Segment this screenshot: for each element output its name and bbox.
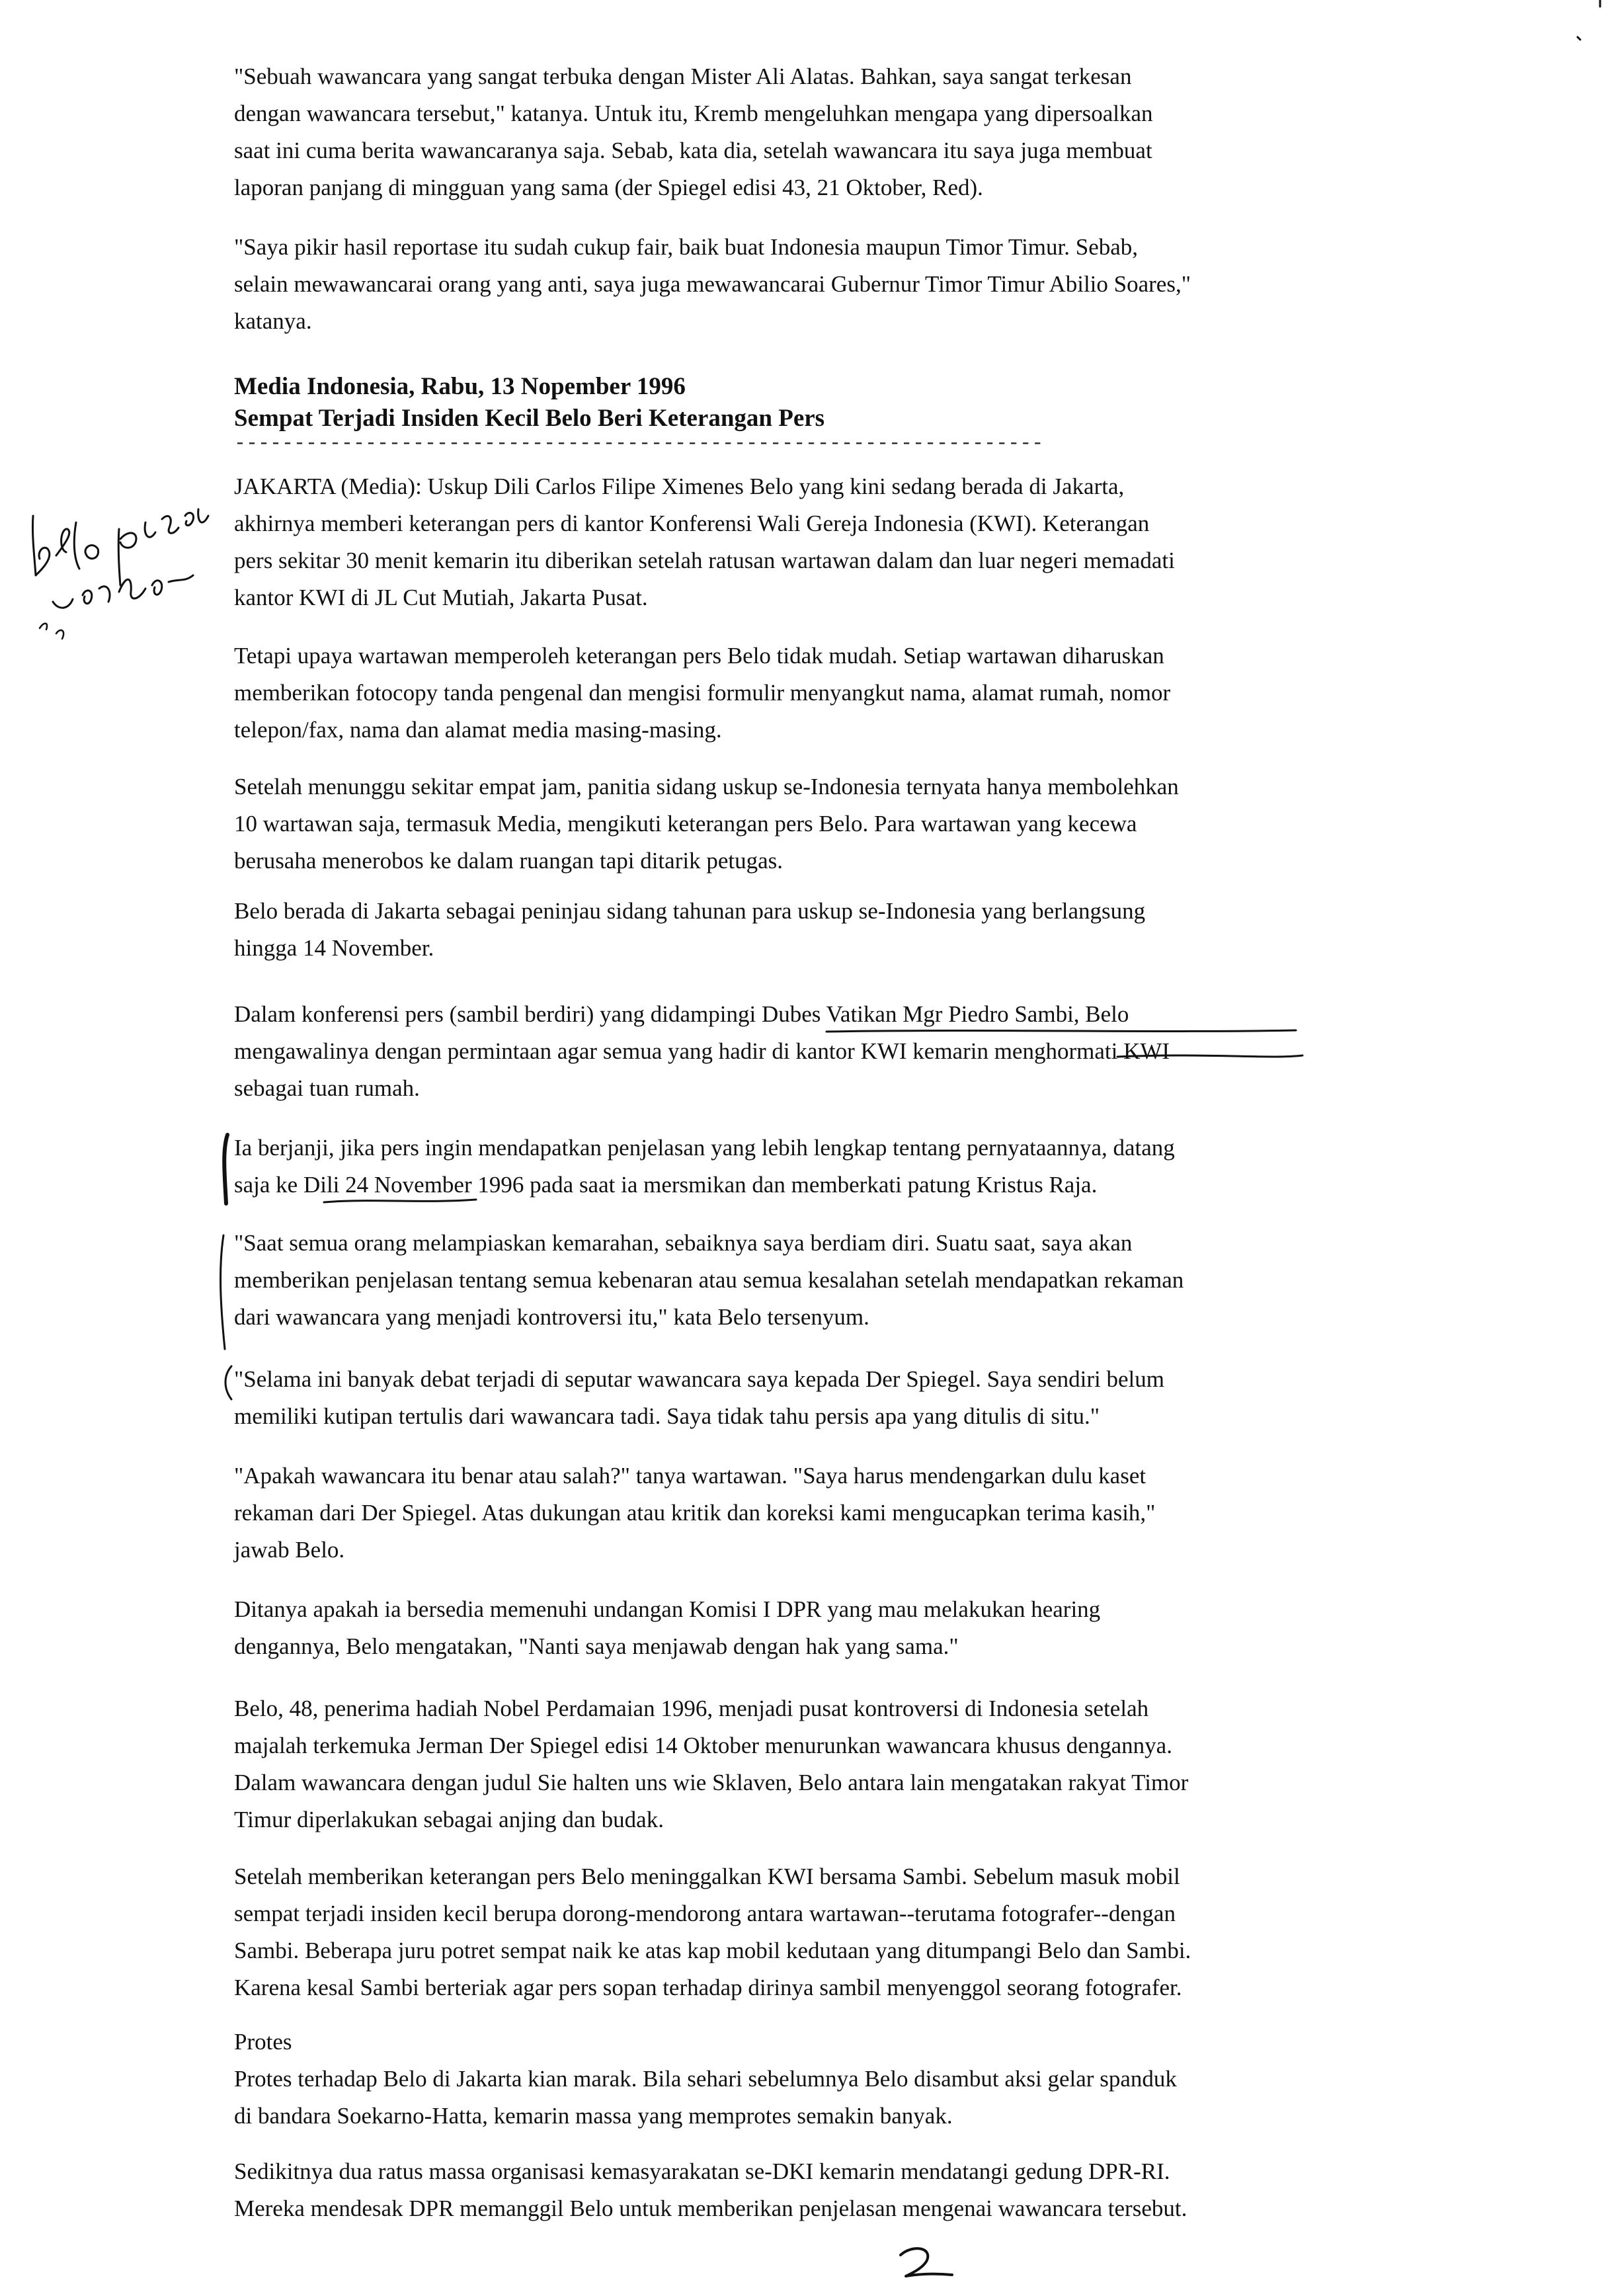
paragraph	[234, 1361, 1398, 1435]
text-line: kantor KWI di JL Cut Mutiah, Jakarta Pusat.	[234, 585, 648, 610]
text-line: mengawalinya dengan permintaan agar semua yang hadir di kantor KWI kemarin menghormati KWI	[234, 1038, 1170, 1064]
text-line: Belo, 48, penerima hadiah Nobel Perdamaian 1996, menjadi pusat kontroversi di Indonesia setelah	[234, 1696, 1149, 1721]
text-line: Dalam konferensi pers (sambil berdiri) yang didampingi Dubes Vatikan Mgr Piedro Sambi, Belo	[234, 1001, 1129, 1027]
text-line: hingga 14 November.	[234, 935, 434, 961]
text-line: "Selama ini banyak debat terjadi di seputar wawancara saya kepada Der Spiegel. Saya sendiri belum	[234, 1366, 1164, 1392]
article-title: Sempat Terjadi Insiden Kecil Belo Beri Keterangan Pers	[234, 405, 825, 432]
handwritten-note	[20, 476, 238, 648]
text-line: Mereka mendesak DPR memanggil Belo untuk memberikan penjelasan mengenai wawancara tersebut.	[234, 2195, 1187, 2221]
text-line: rekaman dari Der Spiegel. Atas dukungan atau kritik dan koreksi kami mengucapkan terima kasih,"	[234, 1500, 1156, 1526]
text-line: Setelah memberikan keterangan pers Belo meninggalkan KWI bersama Sambi. Sebelum masuk mobil	[234, 1864, 1180, 1889]
text-line: Belo berada di Jakarta sebagai peninjau sidang tahunan para uskup se-Indonesia yang berlangsung	[234, 898, 1146, 924]
paragraph	[234, 2153, 1398, 2227]
text-line: pers sekitar 30 menit kemarin itu diberikan setelah ratusan wartawan dalam dan luar negeri memadati	[234, 548, 1175, 573]
paragraph	[234, 996, 1398, 1107]
separator-line: --------------------------------------------------------------------	[234, 432, 1044, 455]
paragraph	[234, 1591, 1398, 1665]
text-line: telepon/fax, nama dan alamat media masing-masing.	[234, 717, 722, 743]
text-line: dari wawancara yang menjadi kontroversi itu," kata Belo tersenyum.	[234, 1304, 869, 1330]
text-line: majalah terkemuka Jerman Der Spiegel edisi 14 Oktober menurunkan wawancara khusus dengannya.	[234, 1733, 1172, 1758]
subheading-protes: Protes	[234, 2029, 292, 2055]
margin-bracket	[225, 1366, 231, 1399]
text-line: memiliki kutipan tertulis dari wawancara tadi. Saya tidak tahu persis apa yang ditulis di situ."	[234, 1403, 1100, 1429]
paragraph	[234, 58, 1398, 206]
text-line: "Sebuah wawancara yang sangat terbuka dengan Mister Ali Alatas. Bahkan, saya sangat terkesan	[234, 63, 1132, 89]
text-line: sempat terjadi insiden kecil berupa dorong-mendorong antara wartawan--terutama fotografer--dengan	[234, 1901, 1176, 1926]
paragraph	[234, 1225, 1398, 1336]
margin-bracket	[221, 1235, 225, 1349]
text-line: Ditanya apakah ia bersedia memenuhi undangan Komisi I DPR yang mau melakukan hearing	[234, 1596, 1101, 1622]
paragraph	[234, 1457, 1398, 1569]
paragraph	[234, 1129, 1398, 1204]
text-line: Karena kesal Sambi berteriak agar pers sopan terhadap dirinya sambil menyenggol seorang fotografer.	[234, 1975, 1182, 2000]
text-line: "Saya pikir hasil reportase itu sudah cukup fair, baik buat Indonesia maupun Timor Timur. Sebab,	[234, 234, 1139, 260]
text-line: dengannya, Belo mengatakan, "Nanti saya menjawab dengan hak yang sama."	[234, 1633, 959, 1659]
text-line: katanya.	[234, 308, 312, 334]
text-line: memberikan fotocopy tanda pengenal dan mengisi formulir menyangkut nama, alamat rumah, nomor	[234, 680, 1171, 706]
text-line: laporan panjang di mingguan yang sama (der Spiegel edisi 43, 21 Oktober, Red).	[234, 175, 983, 200]
text-line: akhirnya memberi keterangan pers di kantor Konferensi Wali Gereja Indonesia (KWI). Keterangan	[234, 511, 1150, 536]
paragraph	[234, 1858, 1398, 2006]
paragraph	[234, 1690, 1398, 1838]
margin-bracket	[224, 1135, 227, 1204]
text-line: "Saat semua orang melampiaskan kemarahan, sebaiknya saya berdiam diri. Suatu saat, saya akan	[234, 1230, 1133, 1256]
text-line: dengan wawancara tersebut," katanya. Untuk itu, Kremb mengeluhkan mengapa yang dipersoalkan	[234, 101, 1153, 126]
text-line: Protes terhadap Belo di Jakarta kian marak. Bila sehari sebelumnya Belo disambut aksi gelar spanduk	[234, 2066, 1177, 2092]
article-source: Media Indonesia, Rabu, 13 Nopember 1996	[234, 373, 686, 400]
paragraph	[234, 893, 1398, 967]
text-line: memberikan penjelasan tentang semua kebenaran atau semua kesalahan setelah mendapatkan rekaman	[234, 1267, 1184, 1293]
handwritten-page-number	[886, 2235, 965, 2288]
text-line: Ia berjanji, jika pers ingin mendapatkan penjelasan yang lebih lengkap tentang pernyataannya, datang	[234, 1135, 1175, 1161]
text-line: di bandara Soekarno-Hatta, kemarin massa yang memprotes semakin banyak.	[234, 2103, 953, 2129]
text-line: saja ke Dili 24 November 1996 pada saat ia mersmikan dan memberkati patung Kristus Raja.	[234, 1172, 1098, 1198]
paragraph	[234, 768, 1398, 880]
text-line: Dalam wawancara dengan judul Sie halten uns wie Sklaven, Belo antara lain mengatakan rakyat Timor	[234, 1770, 1189, 1795]
paragraph	[234, 229, 1398, 340]
text-line: saat ini cuma berita wawancaranya saja. Sebab, kata dia, setelah wawancara itu saya juga membuat	[234, 138, 1152, 163]
text-line: Sambi. Beberapa juru potret sempat naik ke atas kap mobil kedutaan yang ditumpangi Belo dan Sambi.	[234, 1938, 1191, 1963]
text-line: Tetapi upaya wartawan memperoleh keterangan pers Belo tidak mudah. Setiap wartawan diharuskan	[234, 643, 1164, 669]
text-line: Sedikitnya dua ratus massa organisasi kemasyarakatan se-DKI kemarin mendatangi gedung DPR-RI.	[234, 2158, 1170, 2184]
text-line: JAKARTA (Media): Uskup Dili Carlos Filipe Ximenes Belo yang kini sedang berada di Jakarta,	[234, 473, 1125, 499]
text-line: selain mewawancarai orang yang anti, saya juga mewawancarai Gubernur Timor Timur Abilio Soares,"	[234, 271, 1191, 297]
text-line: berusaha menerobos ke dalam ruangan tapi ditarik petugas.	[234, 848, 783, 874]
text-line: 10 wartawan saja, termasuk Media, mengikuti keterangan pers Belo. Para wartawan yang kecewa	[234, 811, 1137, 837]
paragraph	[234, 468, 1398, 616]
text-line: Setelah menunggu sekitar empat jam, panitia sidang uskup se-Indonesia ternyata hanya membolehkan	[234, 774, 1179, 800]
text-line: "Apakah wawancara itu benar atau salah?" tanya wartawan. "Saya harus mendengarkan dulu kaset	[234, 1463, 1146, 1489]
paragraph	[234, 2024, 1398, 2135]
text-line: Timur diperlakukan sebagai anjing dan budak.	[234, 1807, 664, 1832]
stray-mark	[1578, 0, 1600, 40]
paragraph	[234, 637, 1398, 749]
text-line: jawab Belo.	[234, 1537, 345, 1563]
page-number	[886, 2235, 965, 2288]
text-line: sebagai tuan rumah.	[234, 1075, 420, 1101]
